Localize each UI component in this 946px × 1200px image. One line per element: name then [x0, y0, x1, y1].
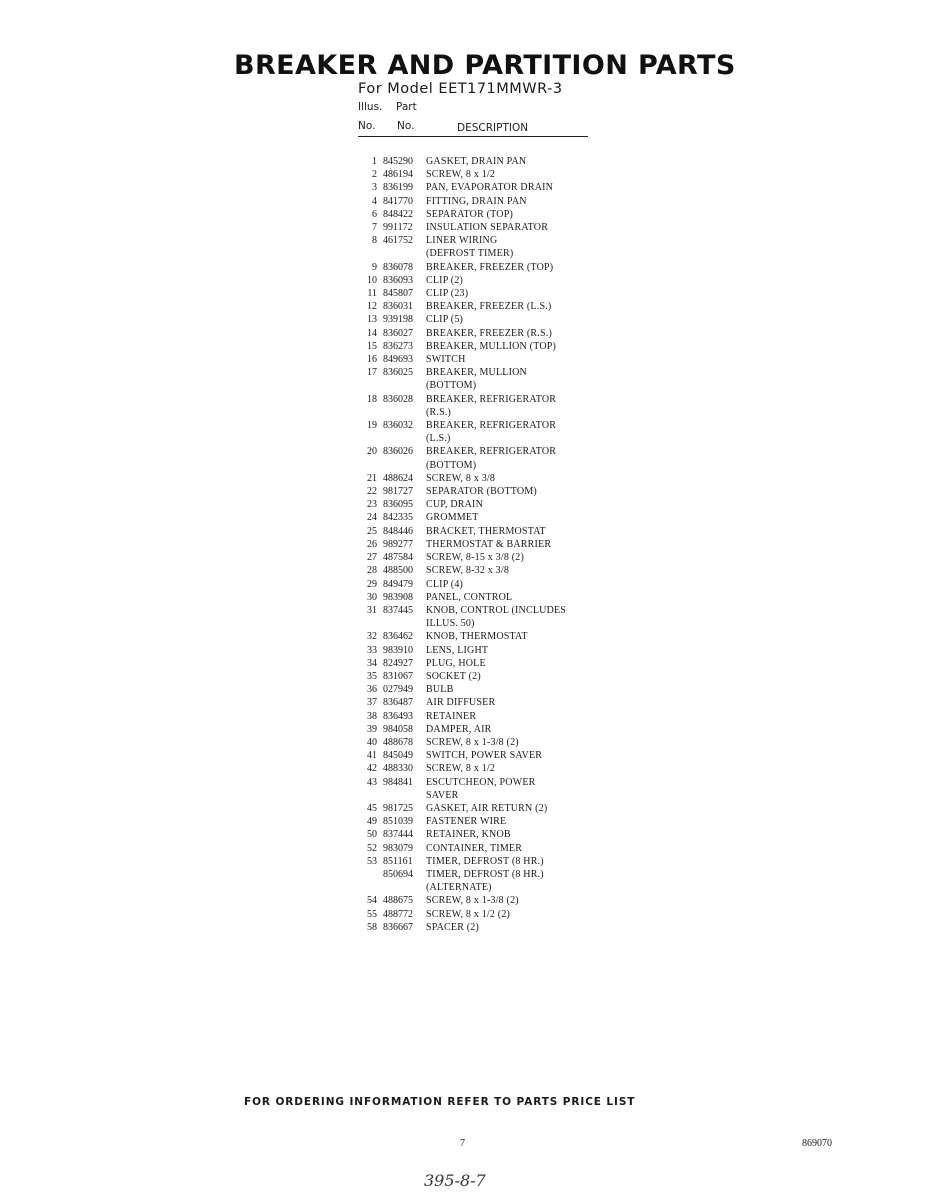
part-description: BREAKER, FREEZER (L.S.): [426, 301, 552, 313]
parts-row: [355, 181, 605, 194]
parts-row: [355, 842, 605, 855]
part-description: INSULATION SEPARATOR: [426, 222, 549, 234]
parts-row: [355, 723, 605, 736]
illus-number: 43: [367, 776, 377, 788]
illus-number: [355, 868, 383, 881]
part-number: 983910: [383, 644, 413, 656]
part-description: TIMER, DEFROST (8 HR.): [426, 855, 544, 867]
part-description: BREAKER, MULLION (TOP): [426, 340, 557, 352]
illus-number: 34: [367, 657, 377, 669]
illus-number: [355, 789, 383, 802]
illus-number: [355, 617, 383, 630]
illus-number: 18: [367, 393, 377, 405]
part-description: SEPARATOR (BOTTOM): [426, 486, 537, 498]
parts-row: [355, 776, 605, 789]
part-description: SCREW, 8 x 1-3/8 (2): [426, 895, 519, 907]
part-description: ILLUS. 50): [426, 618, 475, 630]
part-description: SCREW, 8 x 1-3/8 (2): [426, 736, 519, 748]
parts-row: [355, 538, 605, 551]
parts-row: [355, 511, 605, 524]
parts-row: [355, 921, 605, 934]
part-description: (BOTTOM): [426, 459, 477, 471]
part-number: 984841: [383, 776, 413, 788]
part-number: 989277: [383, 538, 413, 550]
parts-row: [355, 525, 605, 538]
parts-row: [355, 419, 605, 432]
part-description: (ALTERNATE): [426, 882, 492, 894]
parts-row: [355, 327, 605, 340]
part-description: SCREW, 8 x 1/2: [426, 763, 496, 775]
parts-row: [355, 155, 605, 168]
part-description: FITTING, DRAIN PAN: [426, 195, 527, 207]
parts-row: [355, 353, 605, 366]
illus-number: 29: [367, 578, 377, 590]
part-description: SWITCH: [426, 354, 466, 366]
part-number: [383, 432, 426, 445]
ordering-footer: FOR ORDERING INFORMATION REFER TO PARTS PRICE LIST: [244, 1096, 636, 1108]
part-number: 983908: [383, 591, 413, 603]
part-number: 836493: [383, 710, 413, 722]
part-description: SCREW, 8 x 1/2: [426, 169, 496, 181]
part-description: CONTAINER, TIMER: [426, 842, 523, 854]
part-description: BULB: [426, 684, 454, 696]
parts-row: [355, 247, 605, 260]
part-description: BREAKER, MULLION: [426, 367, 527, 379]
part-header-top: Part: [396, 101, 417, 113]
parts-row: [355, 393, 605, 406]
part-number: 836027: [383, 327, 413, 339]
part-description: CUP, DRAIN: [426, 499, 484, 511]
part-number: [383, 789, 426, 802]
parts-row: [355, 828, 605, 841]
parts-row: [355, 221, 605, 234]
part-number: 836095: [383, 499, 413, 511]
parts-row: [355, 670, 605, 683]
illus-number: 49: [367, 816, 377, 828]
part-number: 849479: [383, 578, 413, 590]
part-description: LENS, LIGHT: [426, 644, 489, 656]
illus-number: 25: [367, 525, 377, 537]
part-number: 851161: [383, 855, 413, 867]
illus-number: 3: [372, 182, 377, 194]
part-number: 983079: [383, 842, 413, 854]
parts-row: [355, 749, 605, 762]
parts-row: [355, 300, 605, 313]
page-title: BREAKER AND PARTITION PARTS: [234, 50, 736, 81]
part-description: PAN, EVAPORATOR DRAIN: [426, 182, 554, 194]
part-description: SCREW, 8-32 x 3/8: [426, 565, 510, 577]
part-description: SCREW, 8 x 1/2 (2): [426, 908, 511, 920]
parts-row: [355, 710, 605, 723]
part-number: 831067: [383, 670, 413, 682]
illus-number: [355, 432, 383, 445]
parts-row: [355, 696, 605, 709]
part-description: PLUG, HOLE: [426, 657, 486, 669]
illus-number: 58: [367, 921, 377, 933]
part-description: SCREW, 8-15 x 3/8 (2): [426, 552, 524, 564]
part-description: TIMER, DEFROST (8 HR.): [426, 868, 544, 880]
part-number: [383, 459, 426, 472]
illus-number: 9: [372, 261, 377, 273]
parts-row: [355, 261, 605, 274]
parts-row: [355, 287, 605, 300]
parts-row: [355, 630, 605, 643]
illus-number: 55: [367, 908, 377, 920]
illus-number: 19: [367, 420, 377, 432]
part-description: KNOB, CONTROL (INCLUDES: [426, 604, 567, 616]
parts-row: [355, 604, 605, 617]
illus-number: 27: [367, 552, 377, 564]
part-number: 488330: [383, 763, 413, 775]
illus-number: [355, 881, 383, 894]
part-description: GROMMET: [426, 512, 479, 524]
part-number: 836025: [383, 367, 413, 379]
parts-row: [355, 366, 605, 379]
part-description: THERMOSTAT & BARRIER: [426, 538, 552, 550]
illus-number: 6: [372, 208, 377, 220]
illus-number: 38: [367, 710, 377, 722]
part-description: (BOTTOM): [426, 380, 477, 392]
svg-text:395-8-7: 395-8-7: [424, 1171, 486, 1190]
parts-row: [355, 881, 605, 894]
illus-number: 15: [367, 340, 377, 352]
part-description: BREAKER, REFRIGERATOR: [426, 446, 557, 458]
page-number: 7: [460, 1138, 465, 1149]
part-description: GASKET, DRAIN PAN: [426, 156, 527, 167]
part-number: 841770: [383, 195, 413, 207]
part-number: 488678: [383, 736, 413, 748]
illus-number: 36: [367, 684, 377, 696]
parts-row: [355, 498, 605, 511]
part-number: 027949: [383, 684, 413, 696]
part-number: 836273: [383, 340, 413, 352]
parts-row: [355, 591, 605, 604]
illus-number: 16: [367, 354, 377, 366]
illus-number: 31: [367, 604, 377, 616]
part-number: 845049: [383, 750, 413, 762]
parts-row: [355, 274, 605, 287]
part-description: CLIP (2): [426, 274, 464, 286]
handwritten-note: [422, 1168, 522, 1192]
parts-row: [355, 313, 605, 326]
parts-row: [355, 683, 605, 696]
illus-number: 26: [367, 538, 377, 550]
illus-number: [355, 406, 383, 419]
illus-header-top: Illus.: [358, 101, 383, 113]
part-number: 848422: [383, 208, 413, 220]
part-description: CLIP (4): [426, 578, 464, 590]
illus-number: 28: [367, 565, 377, 577]
illus-number: 53: [367, 855, 377, 867]
parts-row: [355, 802, 605, 815]
part-description: RETAINER, KNOB: [426, 829, 511, 841]
illus-number: 39: [367, 723, 377, 735]
part-number: 836028: [383, 393, 413, 405]
part-description: SEPARATOR (TOP): [426, 208, 514, 220]
illus-header-bottom: No.: [358, 120, 376, 132]
illus-number: 52: [367, 842, 377, 854]
part-number: 837445: [383, 604, 413, 616]
parts-row: [355, 762, 605, 775]
part-number: 850694: [383, 868, 413, 880]
part-description: (DEFROST TIMER): [426, 248, 514, 260]
illus-number: 8: [372, 235, 377, 247]
illus-number: 54: [367, 895, 377, 907]
part-number: 836093: [383, 274, 413, 286]
illus-number: 37: [367, 697, 377, 709]
parts-row: [355, 736, 605, 749]
parts-row: [355, 459, 605, 472]
part-description: (L.S.): [426, 433, 451, 445]
parts-row: [355, 644, 605, 657]
illus-number: 21: [367, 472, 377, 484]
part-number: 837444: [383, 829, 413, 841]
illus-number: 7: [372, 222, 377, 234]
illus-number: 17: [367, 367, 377, 379]
part-number: [383, 617, 426, 630]
parts-row: [355, 908, 605, 921]
parts-row: [355, 789, 605, 802]
part-number: 939198: [383, 314, 413, 326]
part-number: 984058: [383, 723, 413, 735]
part-number: [383, 247, 426, 260]
part-number: [383, 379, 426, 392]
parts-row: [355, 855, 605, 868]
parts-row: [355, 578, 605, 591]
part-number: 991172: [383, 222, 413, 234]
parts-row: [355, 432, 605, 445]
illus-number: 12: [367, 301, 377, 313]
illus-number: [355, 379, 383, 392]
illus-number: 45: [367, 802, 377, 814]
parts-row: [355, 485, 605, 498]
part-number: 845807: [383, 288, 413, 300]
part-description: SWITCH, POWER SAVER: [426, 750, 543, 762]
parts-row: [355, 168, 605, 181]
illus-number: 32: [367, 631, 377, 643]
illus-number: 23: [367, 499, 377, 511]
illus-number: 2: [372, 169, 377, 181]
illus-number: 22: [367, 486, 377, 498]
part-number: 981727: [383, 486, 413, 498]
parts-row: [355, 815, 605, 828]
part-description: RETAINER: [426, 710, 477, 722]
part-number: 845290: [383, 156, 413, 167]
parts-row: [355, 406, 605, 419]
part-number: 836078: [383, 261, 413, 273]
part-number: 836667: [383, 921, 413, 933]
model-subtitle: For Model EET171MMWR-3: [358, 81, 563, 97]
part-description: BREAKER, REFRIGERATOR: [426, 420, 557, 432]
part-number: 836031: [383, 301, 413, 313]
parts-row: [355, 894, 605, 907]
part-number: 836199: [383, 182, 413, 194]
parts-row: [355, 617, 605, 630]
illus-number: 42: [367, 763, 377, 775]
part-number: 488772: [383, 908, 413, 920]
part-description: BREAKER, FREEZER (TOP): [426, 261, 554, 273]
document-code: 869070: [802, 1138, 832, 1149]
parts-row: [355, 195, 605, 208]
parts-row: [355, 657, 605, 670]
part-number: 488675: [383, 895, 413, 907]
illus-number: 13: [367, 314, 377, 326]
part-number: 849693: [383, 354, 413, 366]
part-number: 824927: [383, 657, 413, 669]
part-number: 851039: [383, 816, 413, 828]
part-description: CLIP (23): [426, 288, 469, 300]
illus-number: 35: [367, 670, 377, 682]
part-description: BRACKET, THERMOSTAT: [426, 525, 546, 537]
parts-row: [355, 868, 605, 881]
part-description: CLIP (5): [426, 314, 464, 326]
illus-number: 30: [367, 591, 377, 603]
parts-row: [355, 564, 605, 577]
parts-row: [355, 340, 605, 353]
description-header: DESCRIPTION: [457, 122, 529, 134]
part-number: 981725: [383, 802, 413, 814]
illus-number: [355, 459, 383, 472]
part-description: BREAKER, FREEZER (R.S.): [426, 327, 552, 339]
illus-number: 14: [367, 327, 377, 339]
parts-row: [355, 472, 605, 485]
part-description: SCREW, 8 x 3/8: [426, 472, 496, 484]
part-description: AIR DIFFUSER: [426, 697, 496, 709]
parts-row: [355, 445, 605, 458]
parts-row: [355, 234, 605, 247]
illus-number: 50: [367, 829, 377, 841]
illus-number: 10: [367, 274, 377, 286]
part-description: BREAKER, REFRIGERATOR: [426, 393, 557, 405]
part-number: 488500: [383, 565, 413, 577]
parts-list: [355, 155, 605, 934]
header-rule: [358, 136, 588, 137]
part-description: KNOB, THERMOSTAT: [426, 631, 528, 643]
part-description: GASKET, AIR RETURN (2): [426, 802, 548, 814]
part-description: SPACER (2): [426, 921, 480, 933]
part-number: [383, 881, 426, 894]
part-number: 486194: [383, 169, 413, 181]
parts-row: [355, 551, 605, 564]
part-number: 836032: [383, 420, 413, 432]
part-description: SAVER: [426, 789, 459, 801]
part-description: SOCKET (2): [426, 670, 481, 682]
part-number: 487584: [383, 552, 413, 564]
parts-row: [355, 208, 605, 221]
part-description: PANEL, CONTROL: [426, 591, 513, 603]
illus-number: 20: [367, 446, 377, 458]
part-description: (R.S.): [426, 406, 452, 418]
illus-number: 33: [367, 644, 377, 656]
part-description: ESCUTCHEON, POWER: [426, 776, 536, 788]
illus-number: 1: [372, 156, 377, 167]
part-number: 488624: [383, 472, 413, 484]
part-number: 842335: [383, 512, 413, 524]
illus-number: 11: [367, 288, 377, 300]
illus-number: 40: [367, 736, 377, 748]
part-description: DAMPER, AIR: [426, 723, 492, 735]
part-header-bottom: No.: [397, 120, 415, 132]
illus-number: 24: [367, 512, 377, 524]
illus-number: [355, 247, 383, 260]
illus-number: 4: [372, 195, 377, 207]
part-number: [383, 406, 426, 419]
part-number: 848446: [383, 525, 413, 537]
parts-row: [355, 379, 605, 392]
part-number: 836026: [383, 446, 413, 458]
illus-number: 41: [367, 750, 377, 762]
part-description: FASTENER WIRE: [426, 816, 507, 828]
part-number: 461752: [383, 235, 413, 247]
part-number: 836462: [383, 631, 413, 643]
part-number: 836487: [383, 697, 413, 709]
part-description: LINER WIRING: [426, 235, 498, 247]
